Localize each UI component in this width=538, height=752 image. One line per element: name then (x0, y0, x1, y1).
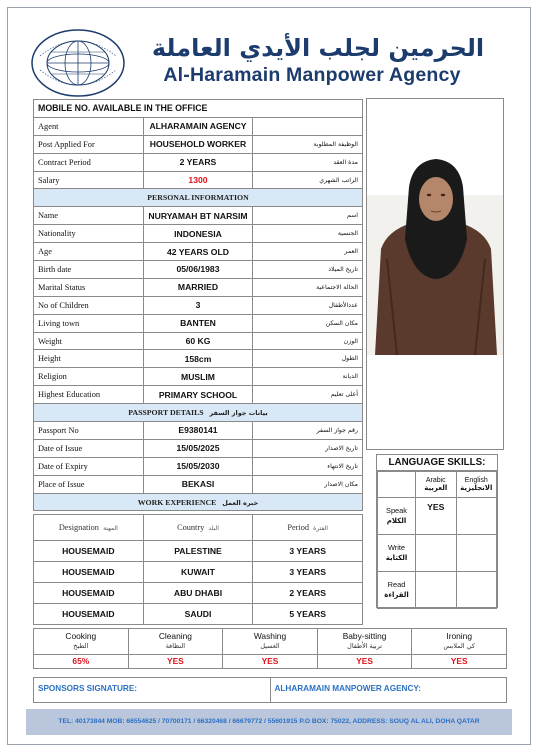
table-row (34, 541, 363, 562)
agency-signature-label: ALHARAMAIN MANPOWER AGENCY: (270, 678, 507, 702)
arabic-label-ar: العربية (424, 484, 448, 492)
birth-date-label: Birth date (34, 261, 144, 279)
country-header (143, 515, 253, 541)
table-row (34, 314, 363, 332)
agency-logo (30, 28, 126, 98)
name-label: Name (34, 207, 144, 225)
english-label-ar: الانجليزية (460, 484, 493, 492)
designation-cell: HOUSEMAID (34, 562, 144, 583)
skill-cooking (34, 629, 129, 655)
skill-name: Cleaning (158, 631, 192, 641)
nationality-label-ar: الجنسية (253, 225, 363, 243)
table-row (34, 171, 363, 189)
personal-info-heading: PERSONAL INFORMATION (34, 189, 363, 207)
table-row (34, 457, 363, 475)
education-value: PRIMARY SCHOOL (143, 386, 253, 404)
mobile-availability: MOBILE NO. AVAILABLE IN THE OFFICE (34, 100, 363, 118)
table-row (34, 135, 363, 153)
table-row (34, 604, 363, 625)
table-row (34, 475, 363, 493)
skills-header-row (34, 629, 507, 655)
period-cell: 3 YEARS (253, 541, 363, 562)
skill-name-ar: النظافة (165, 641, 186, 650)
table-row (34, 296, 363, 314)
table-row (34, 368, 363, 386)
period-cell: 2 YEARS (253, 583, 363, 604)
passport-heading-en: PASSPORT DETAILS (128, 408, 204, 418)
applicant-photo (366, 98, 504, 450)
table-row (34, 422, 363, 440)
post-value: HOUSEHOLD WORKER (143, 135, 253, 153)
issue-date-label-ar: تاريخ الاصدار (253, 439, 363, 457)
skill-name-ar: تربية الأطفال (347, 641, 382, 650)
portrait-image (367, 99, 504, 450)
work-heading-en: WORK EXPERIENCE (137, 497, 217, 507)
living-town-value: BANTEN (143, 314, 253, 332)
issue-date-label: Date of Issue (34, 439, 144, 457)
skill-name-ar: كي الملابس (443, 641, 475, 650)
read-label: Read (387, 580, 406, 589)
birth-date-label-ar: تاريخ الميلاد (253, 261, 363, 279)
religion-value: MUSLIM (143, 368, 253, 386)
table-row (34, 439, 363, 457)
weight-label-ar: الوزن (253, 332, 363, 350)
speak-label-ar: الكلام (386, 517, 407, 525)
education-label: Highest Education (34, 386, 144, 404)
weight-value: 60 KG (143, 332, 253, 350)
period-cell: 3 YEARS (253, 562, 363, 583)
table-row (34, 117, 363, 135)
skill-name: Baby-sitting (342, 631, 387, 641)
language-header-row (378, 472, 497, 498)
contract-value: 2 YEARS (143, 153, 253, 171)
table-row (34, 261, 363, 279)
personal-info-table (33, 99, 363, 511)
height-label-ar: الطول (253, 350, 363, 368)
living-town-label-ar: مكان السكن (253, 314, 363, 332)
table-row (34, 153, 363, 171)
age-label-ar: العمر (253, 243, 363, 261)
name-value: NURYAMAH BT NARSIM (143, 207, 253, 225)
signature-row (33, 677, 507, 703)
country-cell: PALESTINE (143, 541, 253, 562)
write-label: Write (387, 543, 406, 552)
religion-label: Religion (34, 368, 144, 386)
read-row (378, 572, 497, 609)
speak-cell (378, 498, 416, 535)
table-row (34, 207, 363, 225)
post-label-ar: الوظيفة المطلوبة (253, 135, 363, 153)
speak-label: Speak (386, 506, 407, 515)
living-town-label: Living town (34, 314, 144, 332)
table-row (34, 332, 363, 350)
salary-label: Salary (34, 171, 144, 189)
birth-date-value: 05/06/1983 (143, 261, 253, 279)
skill-name-ar: الطبخ (73, 641, 89, 650)
children-value: 3 (143, 296, 253, 314)
language-skills-box (376, 454, 498, 608)
arabic-label: Arabic (425, 477, 446, 484)
designation-cell: HOUSEMAID (34, 583, 144, 604)
skill-baby-sitting (317, 629, 412, 655)
period-header-ar: الفترة (313, 525, 328, 532)
age-label: Age (34, 243, 144, 261)
country-header-en: Country (177, 523, 205, 532)
work-experience-table (33, 514, 363, 625)
read-english-value (456, 572, 497, 609)
country-cell: ABU DHABI (143, 583, 253, 604)
skill-ironing (412, 629, 507, 655)
skill-name: Cooking (65, 631, 97, 641)
passport-no-value: E9380141 (143, 422, 253, 440)
salary-value: 1300 (143, 171, 253, 189)
speak-english-value (456, 498, 497, 535)
height-label: Height (34, 350, 144, 368)
nationality-label: Nationality (34, 225, 144, 243)
cleaning-value: YES (128, 655, 223, 669)
marital-status-label-ar: الحالة الاجتماعية (253, 278, 363, 296)
education-label-ar: أعلى تعليم (253, 386, 363, 404)
write-english-value (456, 535, 497, 572)
work-header-row (34, 515, 363, 541)
language-skills-title: LANGUAGE SKILLS: (377, 455, 497, 471)
work-experience-heading (34, 493, 363, 511)
agent-value: ALHARAMAIN AGENCY (143, 117, 253, 135)
speak-arabic-value: YES (416, 498, 457, 535)
ironing-value: YES (412, 655, 507, 669)
weight-label: Weight (34, 332, 144, 350)
children-label: No of Children (34, 296, 144, 314)
write-row (378, 535, 497, 572)
agency-title-arabic: الحرمين لجلب الأيدي العاملة (151, 34, 485, 62)
table-row (34, 562, 363, 583)
agency-title-english: Al-Haramain Manpower Agency (163, 64, 461, 86)
read-cell (378, 572, 416, 609)
mobile-row (34, 100, 363, 118)
marital-status-label: Marital Status (34, 278, 144, 296)
contract-label-ar: مدة العقد (253, 153, 363, 171)
table-row (34, 350, 363, 368)
passport-no-label: Passport No (34, 422, 144, 440)
blank-cell (378, 472, 416, 498)
issue-date-value: 15/05/2025 (143, 439, 253, 457)
place-of-issue-label: Place of Issue (34, 475, 144, 493)
designation-header (34, 515, 144, 541)
write-arabic-value (416, 535, 457, 572)
read-arabic-value (416, 572, 457, 609)
expiry-date-value: 15/05/2030 (143, 457, 253, 475)
nationality-value: INDONESIA (143, 225, 253, 243)
period-cell: 5 YEARS (253, 604, 363, 625)
age-value: 42 YEARS OLD (143, 243, 253, 261)
section-header-passport (34, 404, 363, 422)
expiry-date-label: Date of Expiry (34, 457, 144, 475)
skill-name-ar: الغسيل (260, 641, 280, 650)
contact-footer: TEL: 40173844 MOB: 66554625 / 70700171 / 66320468 / 66679772 / 55601915 P.O BOX: 75022, ADDRESS: SOUQ AL ALI, DOHA QATAR (26, 709, 512, 735)
agent-label-ar (253, 117, 363, 135)
passport-no-label-ar: رقم جواز السفر (253, 422, 363, 440)
section-header-work (34, 493, 363, 511)
baby-sitting-value: YES (317, 655, 412, 669)
english-column (456, 472, 497, 498)
skills-table (33, 628, 507, 669)
skills-value-row (34, 655, 507, 669)
skill-cleaning (128, 629, 223, 655)
section-header-personal (34, 189, 363, 207)
expiry-date-label-ar: تاريخ الانتهاء (253, 457, 363, 475)
read-label-ar: القراءة (384, 591, 409, 599)
designation-header-ar: المهنة (103, 525, 118, 532)
period-header (253, 515, 363, 541)
table-row (34, 278, 363, 296)
table-row (34, 583, 363, 604)
salary-label-ar: الراتب الشهري (253, 171, 363, 189)
contract-label: Contract Period (34, 153, 144, 171)
passport-heading-ar: بيانات جواز السفر (209, 409, 268, 418)
cooking-value: 65% (34, 655, 129, 669)
designation-cell: HOUSEMAID (34, 604, 144, 625)
write-cell (378, 535, 416, 572)
post-label: Post Applied For (34, 135, 144, 153)
language-skills-table (377, 471, 497, 609)
designation-cell: HOUSEMAID (34, 541, 144, 562)
country-cell: KUWAIT (143, 562, 253, 583)
name-label-ar: اسم (253, 207, 363, 225)
country-header-ar: البلد (208, 525, 219, 532)
passport-heading (34, 404, 363, 422)
country-cell: SAUDI (143, 604, 253, 625)
skill-washing (223, 629, 318, 655)
skill-name: Ironing (446, 631, 472, 641)
english-label: English (464, 477, 488, 484)
arabic-column (416, 472, 457, 498)
designation-header-en: Designation (58, 523, 99, 532)
height-value: 158cm (143, 350, 253, 368)
table-row (34, 386, 363, 404)
religion-label-ar: الديانة (253, 368, 363, 386)
washing-value: YES (223, 655, 318, 669)
speak-row (378, 498, 497, 535)
table-row (34, 243, 363, 261)
write-label-ar: الكتابة (385, 554, 408, 562)
agent-label: Agent (34, 117, 144, 135)
place-of-issue-label-ar: مكان الاصدار (253, 475, 363, 493)
table-row (34, 225, 363, 243)
place-of-issue-value: BEKASI (143, 475, 253, 493)
sponsor-signature-label: SPONSORS SIGNATURE: (38, 684, 138, 693)
marital-status-value: MARRIED (143, 278, 253, 296)
work-heading-ar: خبره العمل (222, 498, 259, 507)
period-header-en: Period (287, 523, 310, 532)
children-label-ar: عددالأطفال (253, 296, 363, 314)
skill-name: Washing (253, 631, 287, 641)
